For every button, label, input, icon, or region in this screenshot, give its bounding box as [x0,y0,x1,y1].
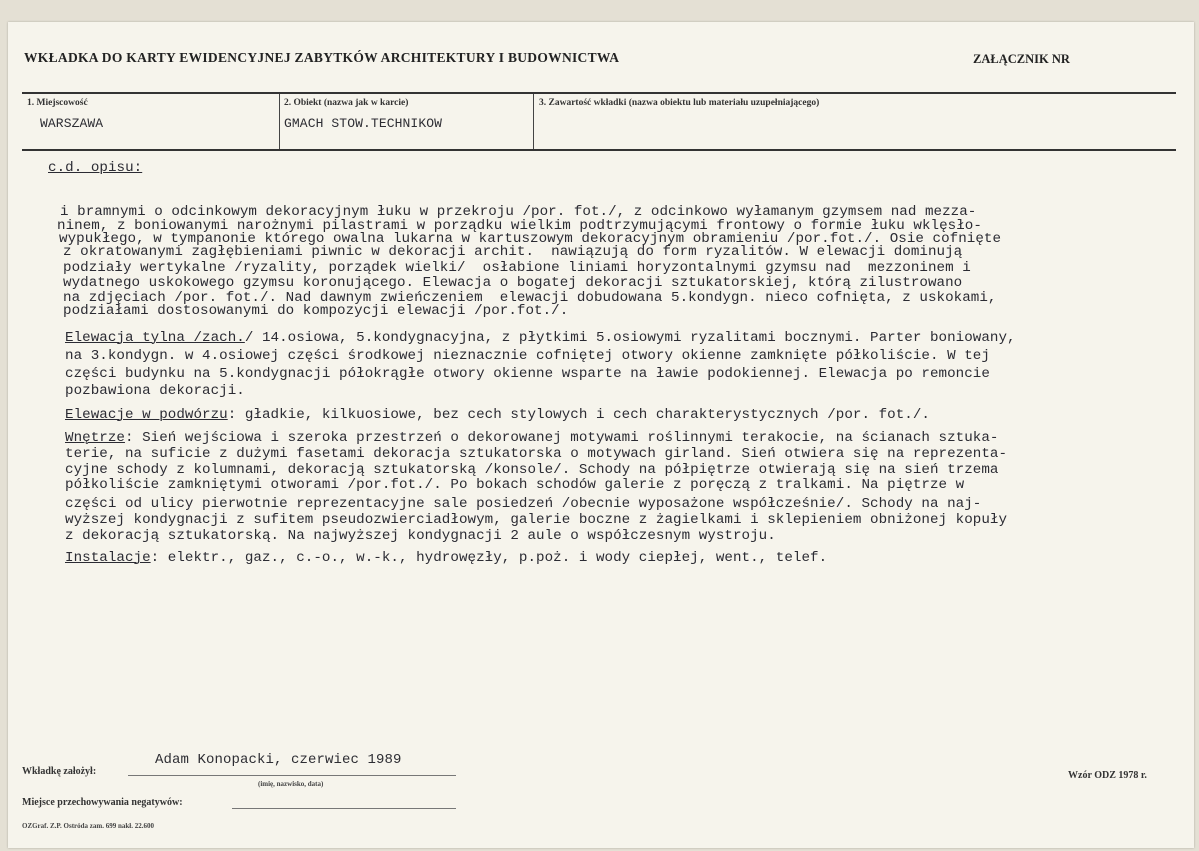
negatives-storage-underline [232,808,456,809]
interior-line-2: terie, na suficie z dużymi fasetami dekoracja sztukatorska o motywach girland. Sień otwiera się na reprezenta- [65,446,1008,462]
object-label: 2. Obiekt (nazwa jak w karcie) [284,98,409,108]
description-line-7: na zdjęciach /por. fot./. Nad dawnym zwieńczeniem elewacji dobudowana 5.kondygn. nieco cofnięta, z uskokami, [63,290,997,306]
header-top-rule [22,92,1176,94]
interior-line-6: wyższej kondygnacji z sufitem pseudozwierciadłowym, galerie boczne z żagielkami i sklepieniem obniżonej kopuły [65,512,1008,528]
interior-line-3: cyjne schody z kolumnami, dekoracją sztukatorską /konsole/. Schody na półpiętrze otwierają się na sień trzema [65,462,999,478]
interior-line-5: części od ulicy pierwotnie reprezentacyjne sale posiedzeń /obecnie wyposażone współcześnie/. Schody na naj- [65,496,982,512]
rear-elevation-line-3: części budynku na 5.kondygnacji półokrągłe otwory okienne wsparte na ławie podokiennej. Elewacja po remoncie [65,366,990,382]
author-label: Wkładkę założył: [22,766,97,777]
author-underline [128,775,456,776]
print-info: OZGraf. Z.P. Ostróda zam. 699 nakł. 22.600 [22,822,154,830]
field-divider-1 [279,94,280,149]
object-value: GMACH STOW.TECHNIKOW [284,116,443,131]
installations-text: : elektr., gaz., c.-o., w.-k., hydrowęzły, p.poż. i wody ciepłej, went., telef. [150,550,828,566]
rear-elevation-line-4: pozbawiona dekoracji. [65,383,245,399]
interior-line-7: z dekoracją sztukatorską. Na najwyższej kondygnacji 2 aule o współczesnym wystroju. [65,528,776,544]
locality-label: 1. Miejscowość [27,98,88,108]
installations-line [65,551,827,565]
section-heading: c.d. opisu: [48,160,143,176]
form-model: Wzór ODZ 1978 r. [1068,770,1147,781]
author-value: Adam Konopacki, czerwiec 1989 [155,752,402,768]
description-line-2: ninem, z boniowanymi narożnymi pilastrami w porządku wielkim podtrzymującymi frontowy o formie łuku wklęsło- [57,218,982,234]
rear-elevation-label: Elewacja tylna /zach. [65,330,245,346]
form-title: WKŁADKA DO KARTY EWIDENCYJNEJ ZABYTKÓW ARCHITEKTURY I BUDOWNICTWA [24,50,620,65]
description-line-6: wydatnego uskokowego gzymsu koronującego. Elewacja o bogatej dekoracji sztukatorskiej, którą zilustrowano [63,275,963,291]
interior-line-1 [65,431,998,445]
installations-label: Instalacje [65,550,151,566]
content-label: 3. Zawartość wkładki (nazwa obiektu lub materiału uzupełniającego) [539,98,820,108]
courtyard-elevations-label: Elewacje w podwórzu [65,407,228,423]
description-line-3: wypukłego, w tympanonie którego owalna lukarna w kartuszowym dekoracyjnym obramieniu /por.fot./. Osie cofnięte [59,231,1002,247]
attachment-number-label: ZAŁĄCZNIK NR [973,52,1070,66]
courtyard-elevations-text: : gładkie, kilkuosiowe, bez cech stylowych i cech charakterystycznych /por. fot./. [227,407,930,423]
description-line-1: i bramnymi o odcinkowym dekoracyjnym łuku w przekroju /por. fot./, z odcinkowo wyłamanym gzymsem nad mezza- [60,204,977,220]
rear-elevation-line-1 [65,331,1016,345]
description-line-4: z okratowanymi zagłębieniami piwnic w dekoracji archit. nawiązują do form ryzalitów. W elewacji dominują [63,244,963,260]
description-line-8: podziałami dostosowanymi do kompozycji elewacji /por.fot./. [63,303,569,319]
courtyard-elevations-line [65,408,930,422]
negatives-storage-label: Miejsce przechowywania negatywów: [22,797,183,808]
description-line-5: podziały wertykalne /ryzality, porządek wielki/ osłabione liniami horyzontalnymi gzymsu nad mezzoninem i [63,260,971,276]
interior-text: : Sień wejściowa i szeroka przestrzeń o dekorowanej motywami roślinnymi terakocie, na ścianach sztuka- [124,430,999,446]
rear-elevation-text: / 14.osiowa, 5.kondygnacyjna, z płytkimi 5.osiowymi ryzalitami bocznymi. Parter boniowany, [244,330,1016,346]
interior-label: Wnętrze [65,430,125,446]
header-bottom-rule [22,149,1176,151]
field-divider-2 [533,94,534,149]
interior-line-4: półkoliście zamkniętymi otworami /por.fot./. Po bokach schodów galerie z poręczą z tralkami. Na piętrze w [65,477,965,493]
author-hint: (imię, nazwisko, data) [258,780,324,788]
locality-value: WARSZAWA [40,116,104,131]
rear-elevation-line-2: na 3.kondygn. w 4.osiowej części środkowej nieznacznie cofniętej otwory okienne zamknięte półkoliście. W tej [65,348,990,364]
